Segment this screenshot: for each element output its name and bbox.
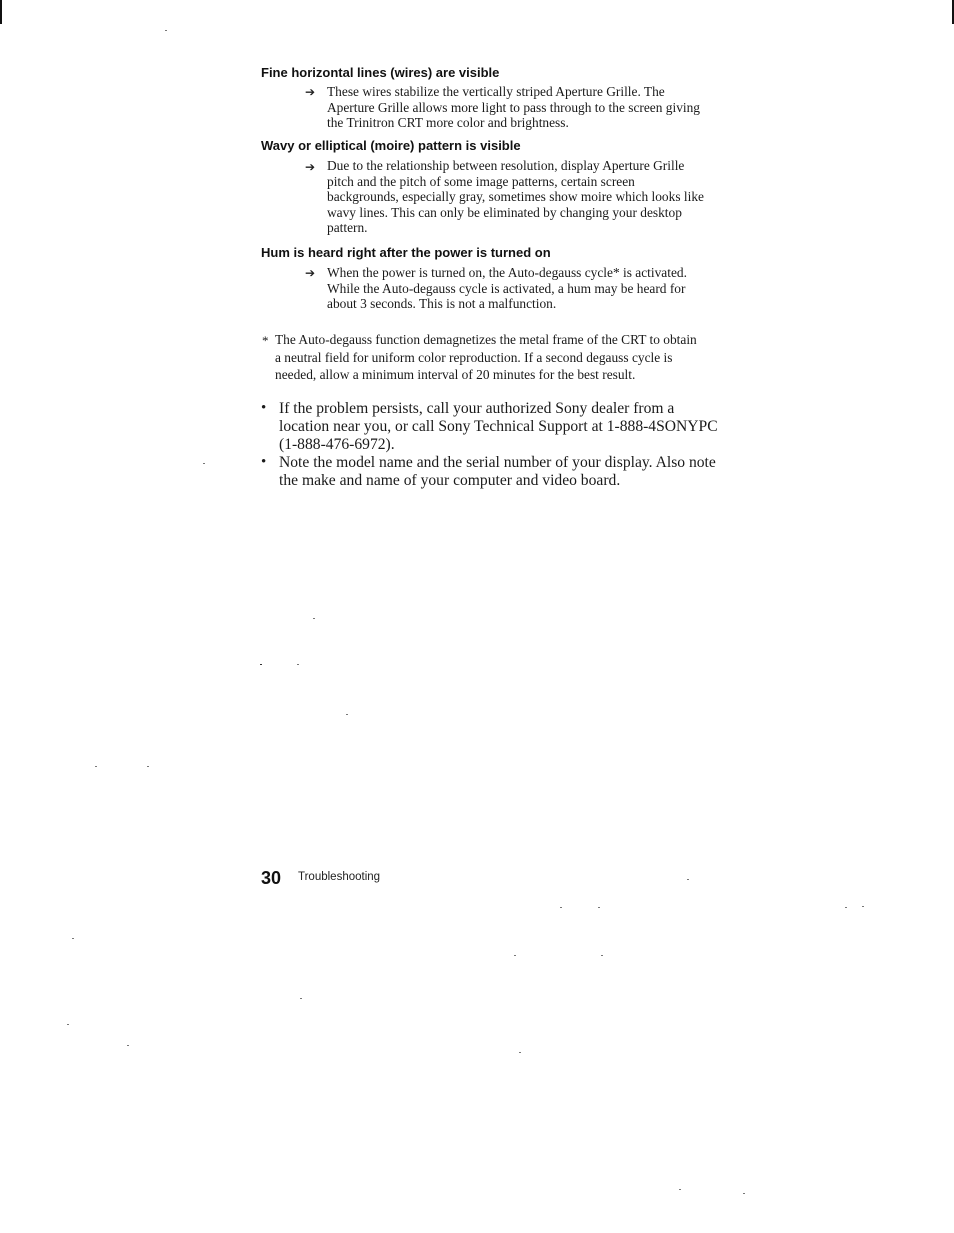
scan-edge-left <box>0 0 2 24</box>
scan-speck <box>72 938 74 939</box>
scan-speck <box>514 955 516 956</box>
body-line: These wires stabilize the vertically striped Aperture Grille. The <box>327 84 665 99</box>
footnote-line: needed, allow a minimum interval of 20 minutes for the best result. <box>275 367 636 382</box>
body-line: wavy lines. This can only be eliminated by changing your desktop <box>327 204 682 220</box>
scan-speck <box>297 664 299 665</box>
scan-speck <box>260 664 262 665</box>
section-heading-moire: Wavy or elliptical (moire) pattern is visible <box>261 138 521 153</box>
bullet-line: location near you, or call Sony Technical Support at 1-888-4SONYPC <box>279 418 718 435</box>
bullet-icon: • <box>261 400 267 416</box>
bullet-item-contact-support <box>279 400 718 454</box>
bullet-icon: • <box>261 454 267 470</box>
scan-speck <box>598 907 600 908</box>
section-body-hum <box>327 265 687 312</box>
scan-speck <box>127 1045 129 1046</box>
scan-speck <box>67 1024 69 1025</box>
footnote-line: a neutral field for uniform color reproduction. If a second degauss cycle is <box>275 349 673 365</box>
scan-speck <box>147 766 149 767</box>
page-number: 30 <box>261 868 282 888</box>
body-line: Aperture Grille allows more light to pass through to the screen giving <box>327 99 700 115</box>
scan-speck <box>560 907 562 908</box>
body-line: Due to the relationship between resolution, display Aperture Grille <box>327 158 685 173</box>
body-line: backgrounds, especially gray, sometimes show moire which looks like <box>327 189 704 204</box>
footer-section-name: Troubleshooting <box>298 871 381 883</box>
scan-speck <box>679 1189 681 1190</box>
bullet-line: (1-888-476-6972). <box>279 436 395 453</box>
scan-speck <box>862 906 864 907</box>
footnote-line: The Auto-degauss function demagnetizes the metal frame of the CRT to obtain <box>275 332 697 347</box>
scan-speck <box>601 955 603 956</box>
body-line: pattern. <box>327 220 368 235</box>
section-body-fine-lines <box>327 84 700 131</box>
section-body-moire <box>327 158 704 236</box>
bullet-line: Note the model name and the serial number of your display. Also note <box>279 454 716 471</box>
bullet-line: the make and name of your computer and video board. <box>279 472 621 489</box>
scan-speck <box>519 1052 521 1053</box>
body-line: pitch and the pitch of some image patterns, certain screen <box>327 173 635 189</box>
section-heading-fine-lines: Fine horizontal lines (wires) are visible <box>261 65 500 80</box>
scan-speck <box>845 907 847 908</box>
body-line: the Trinitron CRT more color and brightness. <box>327 115 569 130</box>
scan-speck <box>743 1193 745 1194</box>
body-line: When the power is turned on, the Auto-degauss cycle* is activated. <box>327 265 687 280</box>
scan-speck <box>687 879 689 880</box>
scan-speck <box>300 998 302 999</box>
arrow-icon: ➔ <box>305 160 316 174</box>
section-heading-hum: Hum is heard right after the power is turned on <box>261 245 551 260</box>
scan-speck <box>165 30 167 31</box>
footnote-asterisk: * <box>262 333 269 348</box>
bullet-item-note-model <box>279 454 716 490</box>
arrow-icon: ➔ <box>305 85 316 99</box>
body-line: about 3 seconds. This is not a malfunction. <box>327 296 557 311</box>
scan-speck <box>346 714 348 715</box>
scan-speck <box>95 766 97 767</box>
scan-speck <box>313 618 315 619</box>
scan-speck <box>203 463 205 464</box>
bullet-line: If the problem persists, call your authorized Sony dealer from a <box>279 400 675 417</box>
footnote-text <box>275 331 697 384</box>
body-line: While the Auto-degauss cycle is activated, a hum may be heard for <box>327 280 686 296</box>
arrow-icon: ➔ <box>305 266 316 280</box>
